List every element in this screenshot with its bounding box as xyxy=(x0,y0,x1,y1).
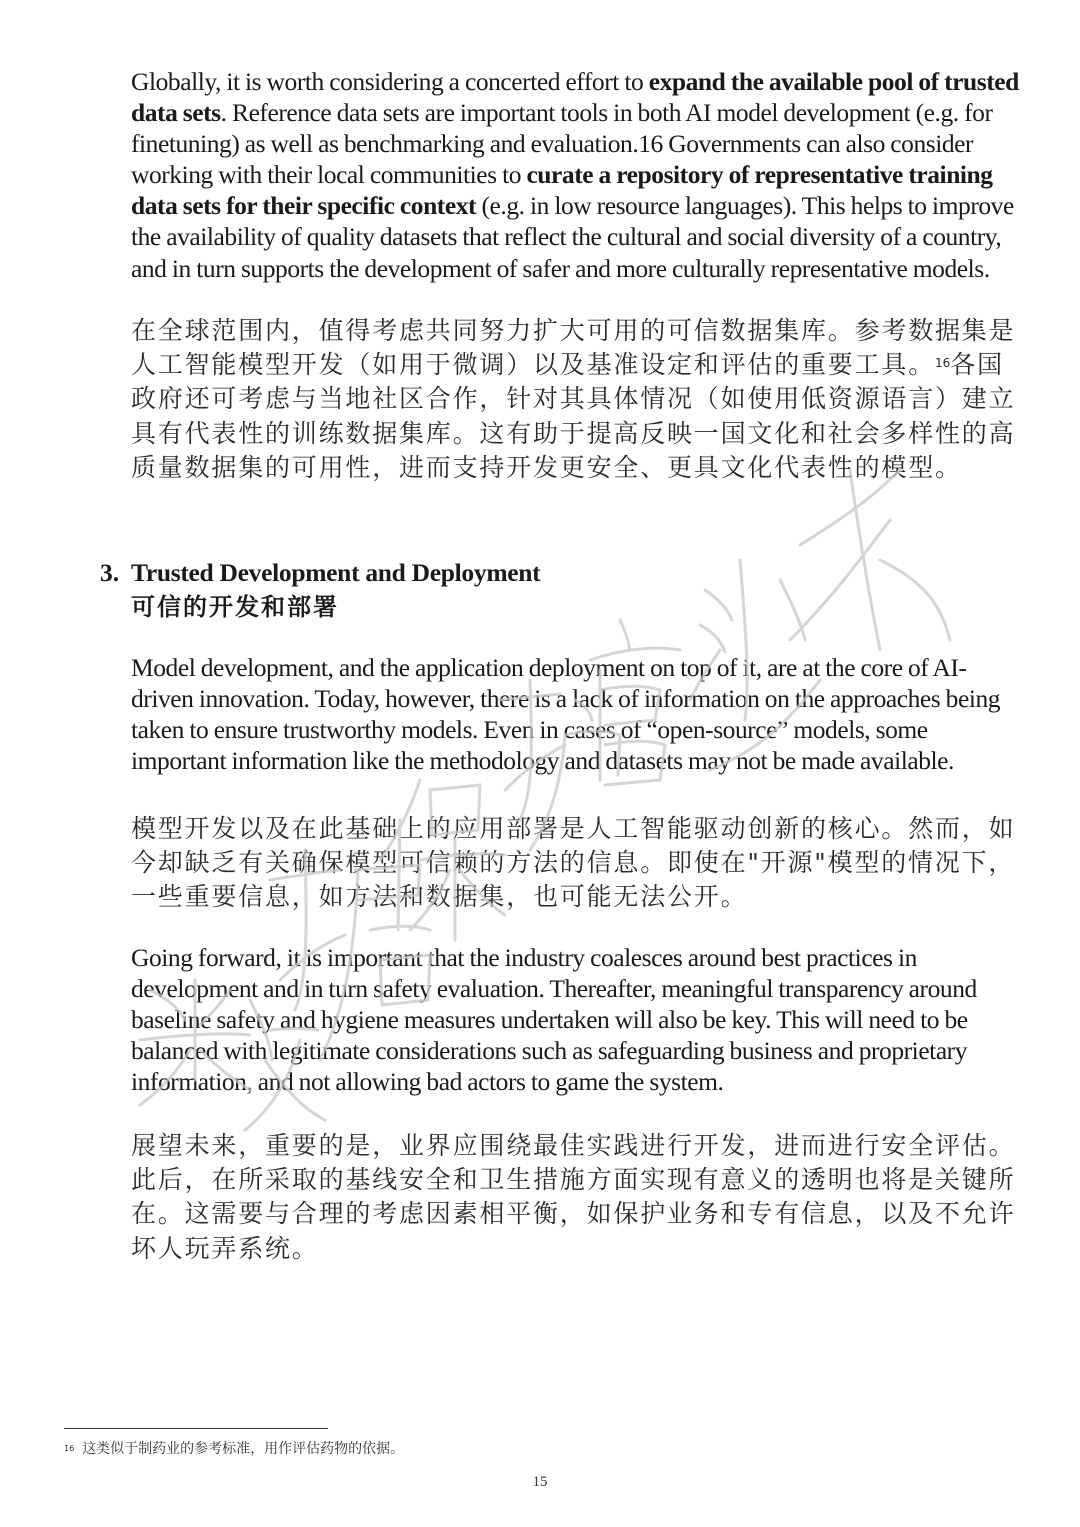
paragraph-1-chinese xyxy=(131,314,1021,485)
footnote xyxy=(64,1439,404,1459)
section-number: 3. xyxy=(100,558,120,587)
text-span: 在全球范围内，值得考虑共同努力扩大可用的可信数据集库。参考数据集是人工智能模型开发（如用于微调）以及基准设定和评估的重要工具。 xyxy=(131,316,1016,380)
paragraph-3-english: Going forward, it is important that the industry coalesces around best practices in development and in turn safety evaluation. Thereafter, meaningful transparency around baseline safety and hygiene measures undertaken will also be key. This will need to be balanced with legitimate considerations such as safeguarding business and proprietary information, and not allowing bad actors to game the system. xyxy=(131,943,977,1097)
page-number: 15 xyxy=(532,1474,548,1490)
bold-phrase: expand the available pool of trusted data sets xyxy=(131,67,1019,128)
paragraph-2-english: Model development, and the application deployment on top of it, are at the core of AI-driven innovation. Today, however, there is a lack of information on the approaches being taken to ensure trustworthy models. Even in cases of “open-source” models, some important information like the methodology and datasets may not be made available. xyxy=(131,653,1001,776)
footnote-divider xyxy=(64,1428,328,1429)
section-title-chinese: 可信的开发和部署 xyxy=(131,593,339,621)
section-title-english: Trusted Development and Deployment xyxy=(131,558,541,587)
footnote-reference[interactable]: 16 xyxy=(935,356,951,371)
text-span: Globally, it is worth considering a concerted effort to xyxy=(131,67,649,96)
paragraph-1-english xyxy=(131,66,1021,284)
paragraph-2-chinese: 模型开发以及在此基础上的应用部署是人工智能驱动创新的核心。然而，如今却缺乏有关确保模型可信赖的方法的信息。即使在"开源"模型的情况下，一些重要信息，如方法和数据集，也可能无法公开。 xyxy=(131,814,1016,912)
text-span: (e.g. in low resource languages). This helps to improve the availability of quality datasets that reflect the cultural and social diversity of a country, and in turn supports the development of safer and more culturally representative models. xyxy=(131,191,1014,283)
text-span: 各国政府还可考虑与当地社区合作，针对其具体情况（如使用低资源语言）建立具有代表性的训练数据集库。这有助于提高反映一国文化和社会多样性的高质量数据集的可用性，进而支持开发更安全、更具文化代表性的模型。 xyxy=(131,350,1016,482)
paragraph-3-chinese: 展望未来，重要的是，业界应围绕最佳实践进行开发，进而进行安全评估。此后，在所采取的基线安全和卫生措施方面实现有意义的透明也将是关键所在。这需要与合理的考虑因素相平衡，如保护业务和专有信息，以及不允许坏人玩弄系统。 xyxy=(131,1131,1016,1263)
bold-phrase: curate a repository of representative training data sets for their specific context xyxy=(131,160,993,221)
footnote-text: 这类似于制药业的参考标准，用作评估药物的依据。 xyxy=(82,1441,405,1457)
footnote-marker: 16 xyxy=(64,1444,75,1453)
text-span: . Reference data sets are important tools in both AI model development (e.g. for finetuning) as well as benchmarking and evaluation.16 Governments can also consider working with their local communities to xyxy=(131,98,993,190)
